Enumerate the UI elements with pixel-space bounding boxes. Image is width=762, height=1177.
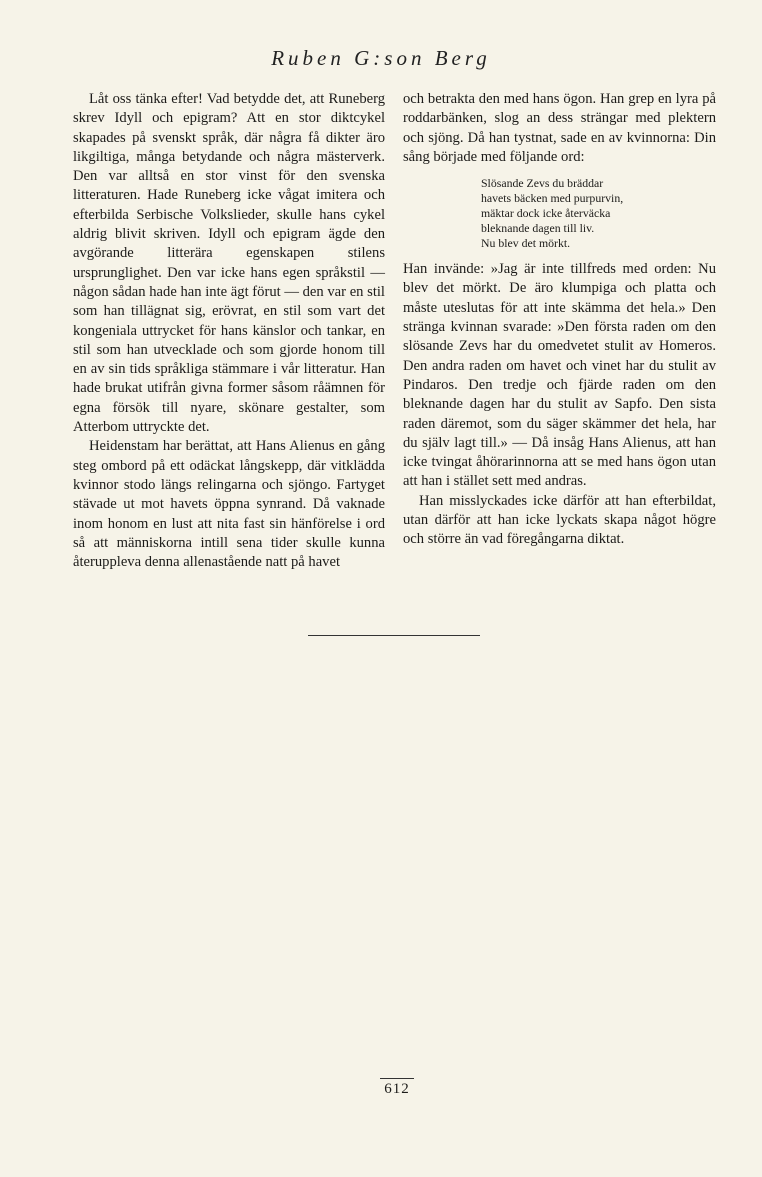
- poem-line: Slösande Zevs du bräddar: [481, 176, 604, 191]
- poem-line: Nu blev det mörkt.: [481, 236, 571, 251]
- section-end-rule: [308, 635, 480, 636]
- left-column: [73, 90, 385, 572]
- right-column: [403, 90, 716, 550]
- poem-line: mäktar dock icke återväcka: [481, 206, 611, 221]
- body-paragraph: Heidenstam har berättat, att Hans Alienus en gång steg ombord på ett odäckat långskepp, där vitklädda kvinnor stodo längs relingarna och sjöngo. Fartyget stävade ut mot havets öppna synrand. Då vaknade inom honom en lust att nita fast sin hänförelse i ord så att människorna intill sena tider skulle kunna återuppleva denna allenastående natt på havet: [73, 438, 385, 571]
- body-paragraph: Låt oss tänka efter! Vad betydde det, att Runeberg skrev Idyll och epigram? Att en stor diktcykel skapades på svenskt språk, där några få dikter äro likgiltiga, många betydande och några mästerverk. Den var alltså en stor vinst för den svenska litteraturen. Hade Runeberg icke vågat imitera och efterbilda Serbische Volkslieder, skulle hans cykel aldrig blivit skriven. Idyll och epigram ägde den avgörande litterära egenskapen stilens ursprunglighet. Den var icke hans egen språkstil — någon sådan hade han inte ägt förut — den var en stil som han tillägnat sig, erövrat, en stil som vart det kongeniala uttrycket för hans känslor och tankar, en stil som han utvecklade och som gjorde honom till en av sin tids språkliga stämmare i vår litteratur. Han hade brukat utifrån givna former såsom råämnen för egna försök till nyare, skönare gestalter, som Atterbom uttryckte det.: [73, 91, 385, 436]
- poem-line: havets bäcken med purpurvin,: [481, 191, 624, 206]
- poem-quote: [481, 176, 716, 251]
- body-paragraph: och betrakta den med hans ögon. Han grep en lyra på roddarbänken, slog an dess strängar med plektern och sjöng. Då han tystnat, sade en av kvinnorna: Din sång började med följande ord:: [403, 91, 716, 165]
- poem-line: bleknande dagen till liv.: [481, 221, 595, 236]
- running-head: Ruben G:son Berg: [271, 46, 491, 70]
- body-paragraph: Han invände: »Jag är inte tillfreds med orden: Nu blev det mörkt. De äro klumpiga och platta och måste uteslutas för att inte skämma det hela.» Den stränga kvinnan svarade: »Den första raden om den slösande Zevs har du omedvetet stulit av Homeros. Den andra raden om havet och vinet har du stulit av Pindaros. Den tredje och fjärde raden om den bleknande dagen har du stulit av Sapfo. Den sista raden däremot, som du säger skämmer det hela, har du själv lagt till.» — Då insåg Hans Alienus, att han icke tvingat åhörarinnorna att se med hans ögon utan att han i stället sett med andras.: [403, 261, 716, 490]
- page-number: 612: [380, 1078, 414, 1098]
- body-paragraph: Han misslyckades icke därför att han efterbildat, utan därför att han icke lyckats skapa något högre och större än vad föregångarna diktat.: [403, 492, 716, 548]
